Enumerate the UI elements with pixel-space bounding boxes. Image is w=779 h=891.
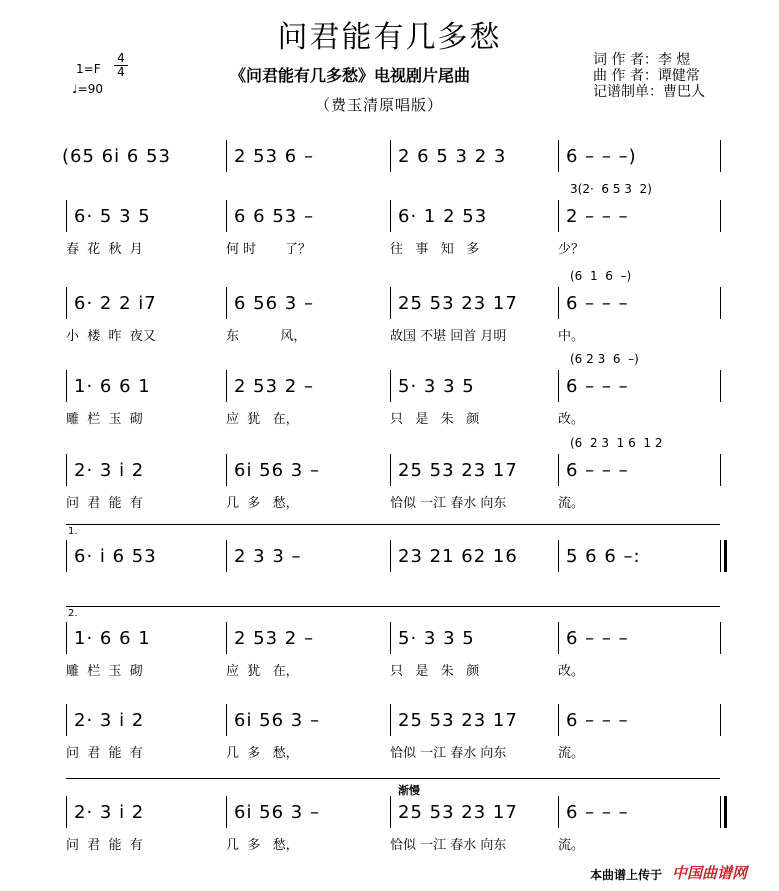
measure-notes: 6· 2 2 i7 — [74, 293, 157, 314]
bar-line — [226, 454, 227, 486]
bar-line — [226, 370, 227, 402]
lyric-line: 问 君 能 有 — [66, 838, 143, 853]
bar-line — [558, 704, 559, 736]
measure-notes: 6 56 3 – — [234, 293, 314, 314]
measure-notes: 6· i 6 53 — [74, 546, 157, 567]
measure-notes: 2 53 6 – — [234, 146, 314, 167]
ending-bracket — [66, 524, 720, 525]
measure-notes: 6· 5 3 5 — [74, 206, 151, 227]
measure-notes: 1· 6 6 1 — [74, 628, 151, 649]
measure-notes: 6· 1 2 53 — [398, 206, 488, 227]
lyric-line: 应 犹 在， — [226, 412, 299, 427]
measure-notes: 6i 56 3 – — [234, 460, 320, 481]
measure-notes: 2 3 3 – — [234, 546, 302, 567]
lyric-line: 改。 — [558, 664, 585, 679]
lyric-line: 几 多 愁， — [226, 496, 299, 511]
bar-line — [390, 287, 391, 319]
bar-line — [226, 287, 227, 319]
lyric-line: 应 犹 在， — [226, 664, 299, 679]
bar-line — [720, 622, 721, 654]
bar-line — [720, 704, 721, 736]
lyric-line: 几 多 愁， — [226, 746, 299, 761]
lyric-line: 往 事 知 多 — [390, 242, 480, 257]
lyric-line: 只 是 朱 颜 — [390, 412, 480, 427]
bar-line — [390, 796, 391, 828]
measure-notes: 6 – – – — [566, 460, 629, 481]
bar-line — [558, 200, 559, 232]
bar-line — [390, 200, 391, 232]
composer-credit: 曲 作 者：谭健常 — [593, 68, 700, 84]
lyric-line: 流。 — [558, 496, 585, 511]
ending-label: 1. — [68, 526, 78, 537]
lyric-line: 中。 — [558, 329, 585, 344]
bar-line — [558, 796, 559, 828]
bar-line — [720, 370, 721, 402]
lyric-line: 改。 — [558, 412, 585, 427]
measure-notes: 25 53 23 17 — [398, 802, 518, 823]
bar-line — [390, 704, 391, 736]
final-bar-line — [724, 540, 727, 572]
section-separator — [66, 778, 720, 779]
bar-line — [66, 796, 67, 828]
bar-line — [226, 200, 227, 232]
measure-notes: 25 53 23 17 — [398, 460, 518, 481]
bar-line — [558, 454, 559, 486]
measure-notes: 6i 56 3 – — [234, 802, 320, 823]
measure-notes: 5· 3 3 5 — [398, 376, 475, 397]
measure-notes: 6i 56 3 – — [234, 710, 320, 731]
lyric-line: 雕 栏 玉 砌 — [66, 664, 143, 679]
measure-notes: 5· 3 3 5 — [398, 628, 475, 649]
bar-line — [226, 704, 227, 736]
bar-line — [390, 540, 391, 572]
ending-label: 2. — [68, 608, 78, 619]
measure-notes: 2· 3 i 2 — [74, 710, 145, 731]
transcriber-credit: 记谱制单：曹巴人 — [593, 84, 705, 100]
ritardando-marking: 渐慢 — [398, 784, 420, 797]
bar-line — [66, 200, 67, 232]
lyric-line: 何 时 了？ — [226, 242, 312, 257]
bar-line — [558, 140, 559, 172]
measure-notes: 1· 6 6 1 — [74, 376, 151, 397]
lyric-line: 恰似 一江 春水 向东 — [390, 746, 507, 761]
measure-notes: 25 53 23 17 — [398, 293, 518, 314]
accompaniment-note: 3(2· 6 5 3 2) — [570, 182, 652, 196]
site-logo: 中国曲谱网 — [672, 864, 748, 882]
final-bar-line — [724, 796, 727, 828]
measure-notes: 2 – – – — [566, 206, 629, 227]
bar-line — [720, 796, 721, 828]
credits — [593, 52, 705, 100]
measure-notes: (65 6i 6 53 — [62, 146, 171, 167]
measure-notes: 6 – – – — [566, 628, 629, 649]
measure-notes: 2 6 5 3 2 3 — [398, 146, 507, 167]
bar-line — [720, 454, 721, 486]
lyric-line: 问 君 能 有 — [66, 746, 143, 761]
bar-line — [390, 622, 391, 654]
bar-line — [558, 287, 559, 319]
measure-notes: 2 53 2 – — [234, 376, 314, 397]
bar-line — [66, 622, 67, 654]
lyric-line: 问 君 能 有 — [66, 496, 143, 511]
measure-notes: 2· 3 i 2 — [74, 802, 145, 823]
meter-bottom: 4 — [117, 65, 125, 79]
song-subtitle: 《问君能有几多愁》电视剧片尾曲 — [230, 66, 471, 85]
bar-line — [390, 370, 391, 402]
bar-line — [226, 622, 227, 654]
lyric-line: 雕 栏 玉 砌 — [66, 412, 143, 427]
measure-notes: 6 6 53 – — [234, 206, 314, 227]
measure-notes: 6 – – – — [566, 293, 629, 314]
lyric-line: 春 花 秋 月 — [66, 242, 143, 257]
bar-line — [720, 140, 721, 172]
bar-line — [66, 370, 67, 402]
measure-notes: 6 – – – — [566, 710, 629, 731]
lyric-line: 恰似 一江 春水 向东 — [390, 838, 507, 853]
lyric-line: 几 多 愁， — [226, 838, 299, 853]
ending-bracket — [66, 606, 720, 607]
upload-footer: 本曲谱上传于 — [590, 868, 663, 882]
measure-notes: 6 – – –) — [566, 146, 637, 167]
key-signature: 1=F — [76, 62, 101, 76]
bar-line — [66, 704, 67, 736]
accompaniment-note: (6 2 3 1 6 1 2 — [570, 436, 663, 450]
lyric-line: 小 楼 昨 夜又 — [66, 329, 156, 344]
measure-notes: 6 – – – — [566, 802, 629, 823]
lyric-line: 恰似 一江 春水 向东 — [390, 496, 507, 511]
bar-line — [558, 370, 559, 402]
lyric-line: 流。 — [558, 838, 585, 853]
bar-line — [720, 287, 721, 319]
bar-line — [720, 200, 721, 232]
bar-line — [226, 540, 227, 572]
bar-line — [66, 287, 67, 319]
accompaniment-note: (6 1 6 –) — [570, 269, 632, 283]
time-signature — [114, 52, 128, 79]
lyric-line: 流。 — [558, 746, 585, 761]
bar-line — [66, 540, 67, 572]
bar-line — [226, 796, 227, 828]
bar-line — [720, 540, 721, 572]
measure-notes: 6 – – – — [566, 376, 629, 397]
lyric-line: 只 是 朱 颜 — [390, 664, 480, 679]
bar-line — [390, 454, 391, 486]
lyricist-credit: 词 作 者：李 煜 — [593, 52, 691, 68]
measure-notes: 25 53 23 17 — [398, 710, 518, 731]
bar-line — [226, 140, 227, 172]
bar-line — [558, 540, 559, 572]
lyric-line: 少？ — [558, 242, 585, 257]
edition-note: （费玉清原唱版） — [315, 96, 444, 114]
song-title: 问君能有几多愁 — [277, 20, 502, 55]
lyric-line: 故国 不堪 回首 月明 — [390, 329, 507, 344]
measure-notes: 23 21 62 16 — [398, 546, 518, 567]
bar-line — [66, 454, 67, 486]
meter-top: 4 — [117, 51, 125, 65]
measure-notes: 2· 3 i 2 — [74, 460, 145, 481]
bar-line — [390, 140, 391, 172]
lyric-line: 东 风， — [226, 329, 307, 344]
tempo-marking: ♩=90 — [72, 82, 103, 96]
bar-line — [558, 622, 559, 654]
accompaniment-note: (6 2 3 6 –) — [570, 352, 639, 366]
measure-notes: 2 53 2 – — [234, 628, 314, 649]
measure-notes: 5 6 6 –: — [566, 546, 641, 567]
